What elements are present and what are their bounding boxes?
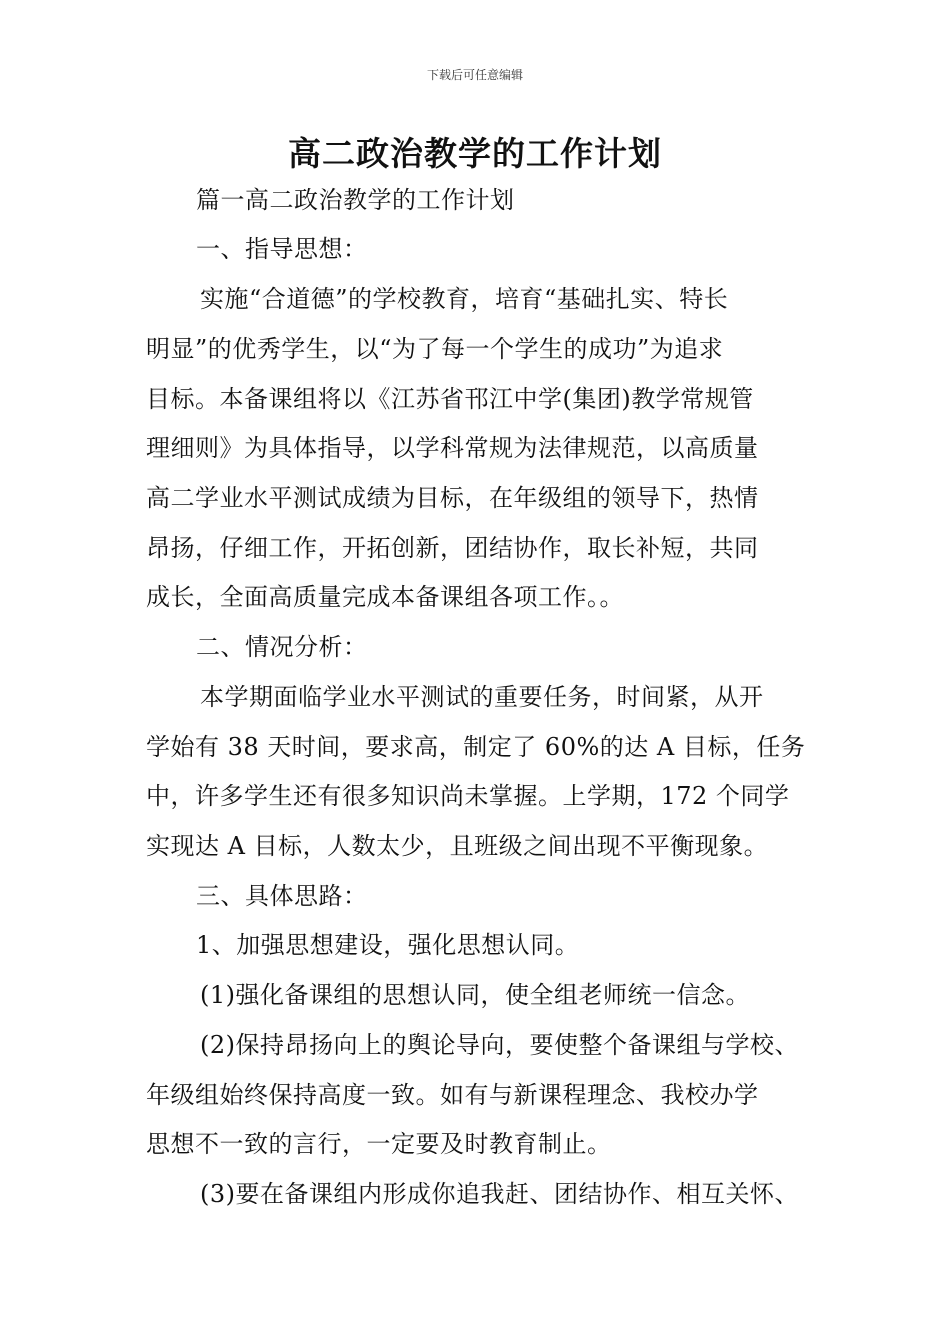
section-heading-2: 二、情况分析：	[196, 633, 368, 661]
paragraph-line: 本学期面临学业水平测试的重要任务，时间紧，从开	[200, 683, 764, 711]
paragraph-line: 实现达 A 目标，人数太少，且班级之间出现不平衡现象。	[146, 832, 769, 860]
paragraph-line: 理细则》为具体指导，以学科常规为法律规范，以高质量	[146, 434, 759, 462]
paragraph-line: 实施“合道德”的学校教育，培育“基础扎实、特长	[200, 285, 729, 313]
paragraph-line: 昂扬，仔细工作，开拓创新，团结协作，取长补短，共同	[146, 534, 759, 562]
list-item: (1)强化备课组的思想认同，使全组老师统一信念。	[200, 981, 750, 1009]
paragraph-line: 年级组始终保持高度一致。如有与新课程理念、我校办学	[146, 1081, 759, 1109]
paragraph-line: 中，许多学生还有很多知识尚未掌握。上学期，172 个同学	[146, 782, 790, 810]
paragraph-line: 明显”的优秀学生，以“为了每一个学生的成功”为追求	[146, 335, 724, 363]
list-item-heading: 1、加强思想建设，强化思想认同。	[196, 931, 580, 959]
paragraph-line: 目标。本备课组将以《江苏省邗江中学(集团)教学常规管	[146, 385, 754, 413]
paragraph-line: 学始有 38 天时间，要求高，制定了 60%的达 A 目标，任务	[146, 733, 806, 761]
paragraph-line: 思想不一致的言行，一定要及时教育制止。	[146, 1130, 612, 1158]
subtitle-line: 篇一高二政治教学的工作计划	[196, 186, 515, 214]
header-note: 下载后可任意编辑	[426, 68, 523, 82]
document-title: 高二政治教学的工作计划	[288, 134, 662, 173]
paragraph-line: 成长，全面高质量完成本备课组各项工作。。	[146, 583, 624, 611]
list-item: (3)要在备课组内形成你追我赶、团结协作、相互关怀、	[200, 1180, 799, 1208]
paragraph-line: 高二学业水平测试成绩为目标，在年级组的领导下，热情	[146, 484, 759, 512]
section-heading-1: 一、指导思想：	[196, 235, 368, 263]
list-item: (2)保持昂扬向上的舆论导向，要使整个备课组与学校、	[200, 1031, 799, 1059]
section-heading-3: 三、具体思路：	[196, 882, 368, 910]
